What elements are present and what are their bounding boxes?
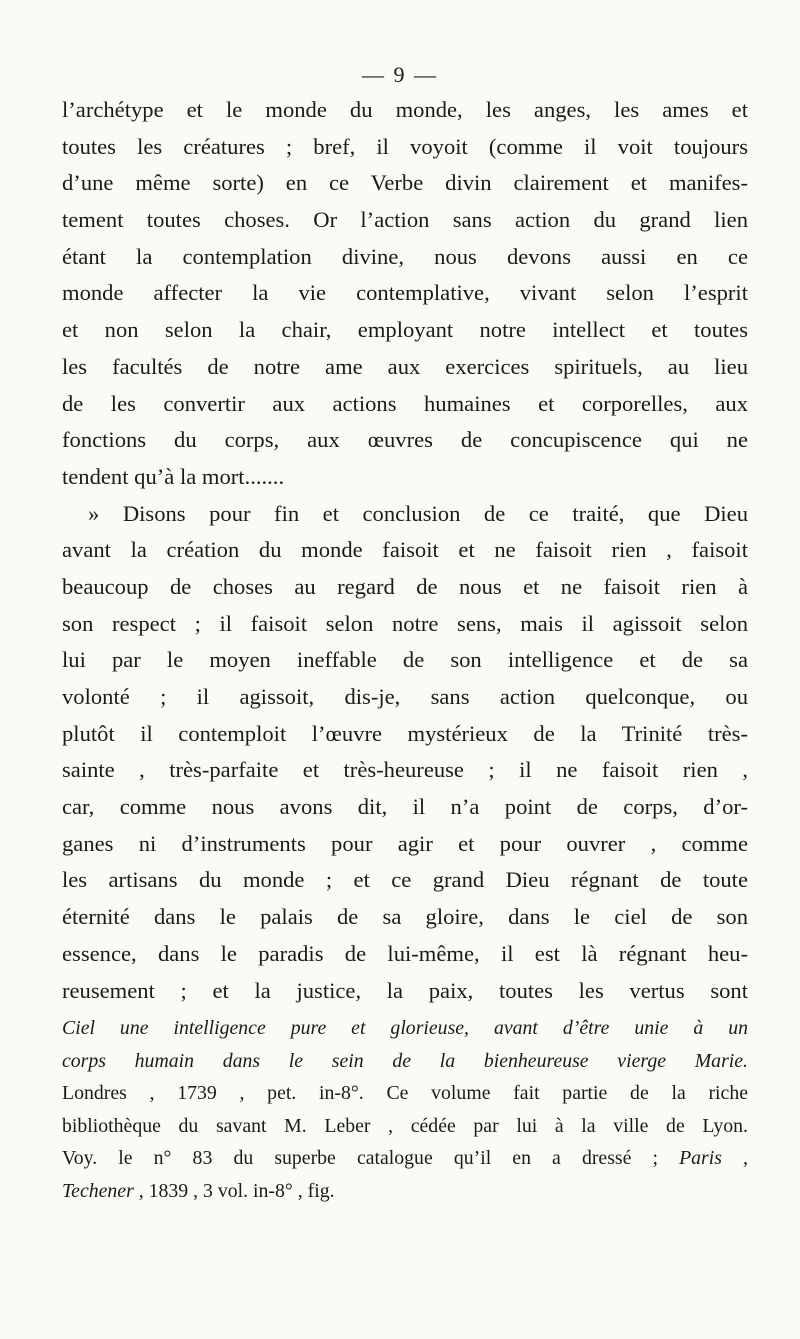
text-line: plutôt il contemploit l’œuvre mystérieux de la Trinité très- (62, 720, 748, 746)
text-line: reusement ; et la justice, la paix, toutes les vertus sont (62, 977, 748, 1003)
text-line: toutes les créatures ; bref, il voyoit (comme il voit toujours (62, 133, 748, 159)
text-line: fonctions du corps, aux œuvres de concupiscence qui ne (62, 427, 748, 453)
text-line: tement toutes choses. Or l’action sans action du grand lien (62, 207, 748, 233)
text-line: et non selon la chair, employant notre intellect et toutes (62, 317, 748, 343)
footnote-line: corps humain dans le sein de la bienheureuse vierge Marie. (62, 1049, 748, 1072)
text-line: » Disons pour fin et conclusion de ce traité, que Dieu (88, 500, 748, 526)
text-line: de les convertir aux actions humaines et corporelles, aux (62, 390, 748, 416)
text-line: les artisans du monde ; et ce grand Dieu régnant de toute (62, 867, 748, 893)
text-line: les facultés de notre ame aux exercices spirituels, au lieu (62, 353, 748, 379)
footnote-text: Voy. le n° 83 du superbe catalogue qu’il en a dressé ; (62, 1147, 680, 1170)
text-line: avant la création du monde faisoit et ne faisoit rien , faisoit (62, 537, 748, 563)
text-line: volonté ; il agissoit, dis-je, sans action quelconque, ou (62, 684, 748, 709)
text-line: lui par le moyen ineffable de son intelligence et de sa (62, 647, 748, 673)
footnote-line: bibliothèque du savant M. Leber , cédée par lui à la ville de Lyon. (62, 1114, 748, 1137)
text-line: ganes ni d’instruments pour agir et pour ouvrer , comme (62, 830, 748, 856)
text-line: tendent qu’à la mort....... (62, 463, 285, 489)
text-line: essence, dans le paradis de lui-même, il est là régnant heu- (62, 940, 748, 966)
text-line: son respect ; il faisoit selon notre sens, mais il agissoit selon (62, 610, 748, 636)
text-line: l’archétype et le monde du monde, les anges, les ames et (62, 97, 748, 122)
footnote-line (62, 1175, 748, 1208)
text-line: étant la contemplation divine, nous devons aussi en ce (62, 243, 748, 269)
footnote-line: Ciel une intelligence pure et glorieuse, avant d’être unie à un (62, 1017, 748, 1039)
text-line: beaucoup de choses au regard de nous et ne faisoit rien à (62, 573, 748, 599)
body-text (62, 92, 748, 1009)
footnote-line (62, 1142, 748, 1175)
text-line: éternité dans le palais de sa gloire, dans le ciel de son (62, 904, 748, 930)
text-line: monde affecter la vie contemplative, vivant selon l’esprit (62, 280, 748, 306)
footnote-line: Londres , 1739 , pet. in-8°. Ce volume fait partie de la riche (62, 1082, 748, 1105)
footnote-publisher: Techener , (62, 1179, 144, 1202)
footnote-place: Paris , (679, 1147, 748, 1170)
footnote-text: 1839 , 3 vol. in-8° , fig. (143, 1179, 335, 1202)
text-line: sainte , très-parfaite et très-heureuse ; il ne faisoit rien , (62, 757, 748, 783)
text-line: d’une même sorte) en ce Verbe divin clairement et manifes- (62, 170, 748, 196)
footnote (62, 1012, 748, 1208)
text-line: car, comme nous avons dit, il n’a point de corps, d’or- (62, 794, 748, 820)
page-number: — 9 — (362, 62, 438, 87)
